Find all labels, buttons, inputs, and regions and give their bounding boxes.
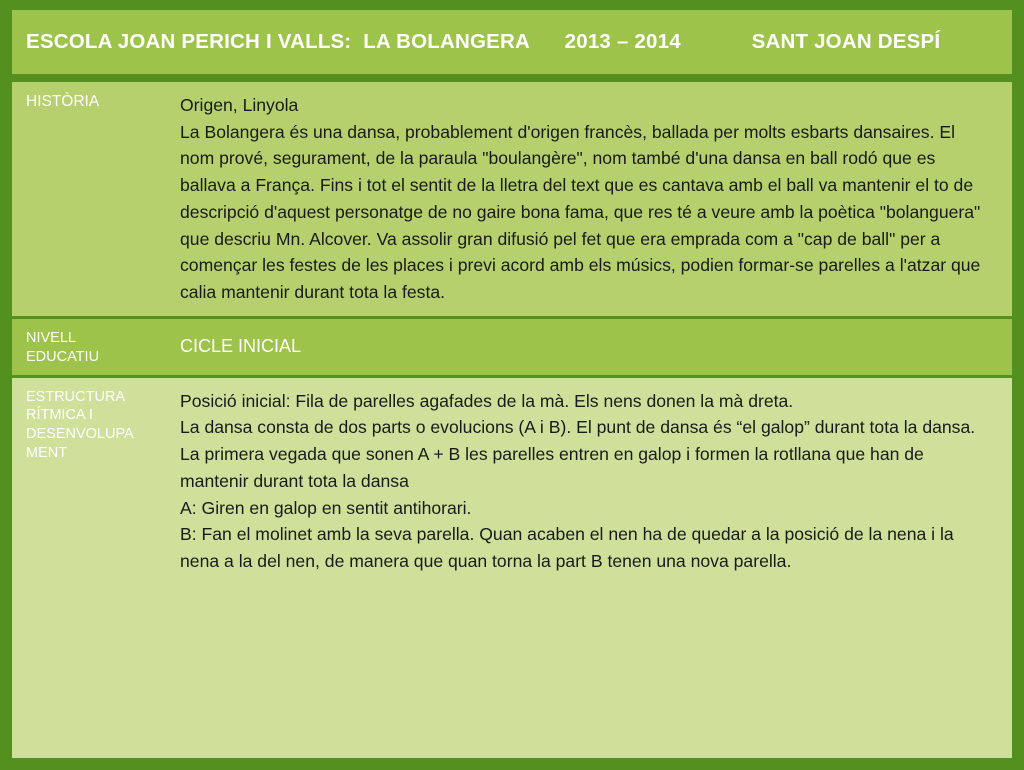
row-label-estructura-line4: MENT — [26, 445, 68, 462]
table-row-estructura-ritmica — [12, 378, 1012, 758]
row-label-historia: HISTÒRIA — [26, 93, 100, 110]
row-label-estructura-line3: DESENVOLUPA — [26, 426, 134, 443]
estructura-paragraph-2: La dansa consta de dos parts o evolucions (A i B). El punt de dansa és “el galop” durant tota la dansa. — [180, 417, 976, 438]
row-label-nivell-educatiu — [12, 319, 164, 375]
table-row-historia — [12, 82, 1012, 316]
historia-line-1: Origen, Linyola — [180, 95, 299, 115]
row-label-nivell-line1: NIVELL — [26, 329, 76, 346]
row-label-nivell-line2: EDUCATIU — [26, 348, 100, 365]
estructura-paragraph-3: La primera vegada que sonen A + B les parelles entren en galop i formen la rotllana que han de mantenir durant tota la dansa — [180, 444, 924, 491]
row-body-historia — [164, 82, 1012, 316]
historia-line-2: La Bolangera és una dansa, probablement d'origen francès, ballada per molts esbarts dansaires. El nom prové, segurament, de la paraula "boulangère", nom també d'una dansa en ball rodó que es ballava a França. Fins i tot el sentit de la lletra del text que es cantava amb el ball va mantenir el to de descripció d'aquest personatge de no gaire bona fama, que res té a veure amb la poètica "bolanguera" que descriu Mn. Alcover. Va assolir gran difusió pel fet que era emprada com a "cap de ball" per a començar les festes de les places i previ acord amb els músics, podien formar-se parelles a l'atzar que calia mantenir durant tota la festa. — [180, 121, 981, 303]
row-label-estructura-line2: RÍTMICA I — [26, 407, 93, 424]
table-sheet — [12, 10, 1012, 758]
row-label-estructura-line1: ESTRUCTURA — [26, 388, 126, 405]
table-row-nivell-educatiu — [12, 319, 1012, 375]
row-body-nivell-educatiu: CICLE INICIAL — [180, 336, 302, 357]
row-label-estructura-ritmica — [12, 378, 164, 758]
row-body-estructura-ritmica — [164, 378, 1012, 758]
header-separator — [12, 74, 1012, 82]
estructura-paragraph-4: A: Giren en galop en sentit antihorari. — [180, 497, 472, 518]
estructura-paragraph-1: Posició inicial: Fila de parelles agafades de la mà. Els nens donen la mà dreta. — [180, 390, 794, 411]
document-header — [12, 10, 1012, 74]
estructura-paragraph-5: B: Fan el molinet amb la seva parella. Quan acaben el nen ha de quedar a la posició de la nena i la nena a la del nen, de manera que quan torna la part B tenen una nova parella. — [180, 524, 954, 571]
page-title: ESCOLA JOAN PERICH I VALLS: LA BOLANGERA 2013 – 2014 SANT JOAN DESPÍ — [26, 30, 941, 53]
